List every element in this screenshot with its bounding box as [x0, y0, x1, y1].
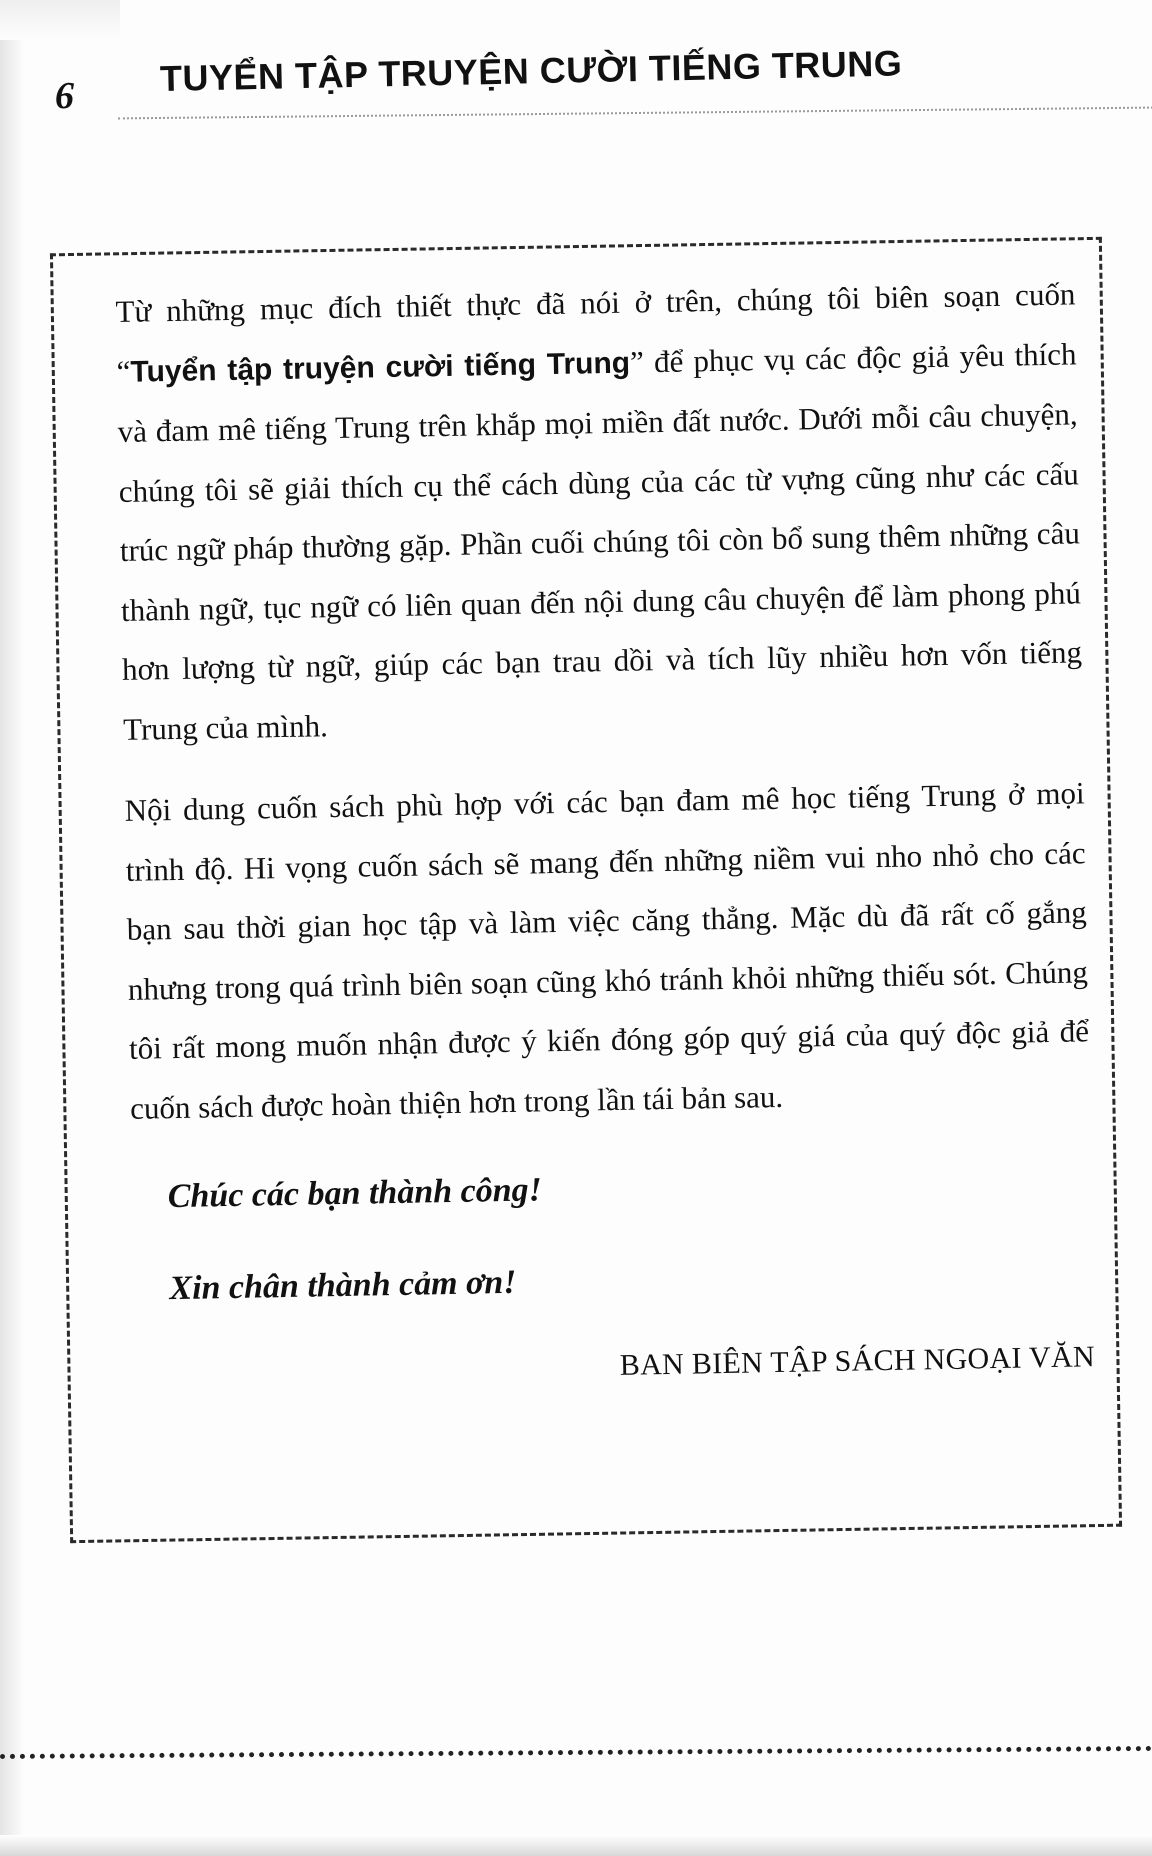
closing-wish: Chúc các bạn thành công!	[167, 1171, 543, 1216]
editorial-signature: BAN BIÊN TẬP SÁCH NGOẠI VĂN	[619, 1340, 1096, 1382]
header-divider	[118, 107, 1152, 120]
page-gutter-shadow	[0, 0, 22, 1856]
book-title: Tuyển tập truyện cười tiếng Trung	[130, 346, 631, 389]
paragraph-1-rest: ” để phục vụ các độc giả yêu thích và đam mê tiếng Trung trên khắp mọi miền đất nước. Dưới mỗi câu chuyện, chúng tôi sẽ giải thích cụ thể cách dùng của các từ vựng cũng như các cấu trúc ngữ pháp thường gặp. Phần cuối chúng tôi còn bổ sung thêm những câu thành ngữ, tục ngữ có liên quan đến nội dung câu chuyện để làm phong phú hơn lượng từ ngữ, giúp các bạn trau dồi và tích lũy nhiều hơn vốn tiếng Trung của mình.	[117, 335, 1083, 747]
paragraph-1-lead: Từ những mục đích thiết thực đã nói ở trên, chúng tôi biên soạn cuốn “	[115, 276, 1076, 389]
page-number: 6	[55, 75, 74, 117]
running-title: TUYỂN TẬP TRUYỆN CƯỜI TIẾNG TRUNG	[159, 42, 903, 99]
bottom-dotted-rule	[0, 1746, 1152, 1759]
paragraph-2: Nội dung cuốn sách phù hợp với các bạn đam mê học tiếng Trung ở mọi trình độ. Hi vọng cuốn sách sẽ mang đến những niềm vui nho nhỏ cho các bạn sau thời gian học tập và làm việc căng thẳng. Mặc dù đã rất cố gắng nhưng trong quá trình biên soạn cũng khó tránh khỏi những thiếu sót. Chúng tôi rất mong muốn nhận được ý kiến đóng góp quý giá của quý độc giả để cuốn sách được hoàn thiện hơn trong lần tái bản sau.	[124, 775, 1090, 1126]
closing-thanks: Xin chân thành cảm ơn!	[169, 1263, 517, 1308]
paragraph-1	[115, 264, 1084, 759]
page-header	[0, 30, 1152, 140]
preface-content	[115, 264, 1095, 1391]
page-bottom-edge	[0, 1835, 1152, 1856]
